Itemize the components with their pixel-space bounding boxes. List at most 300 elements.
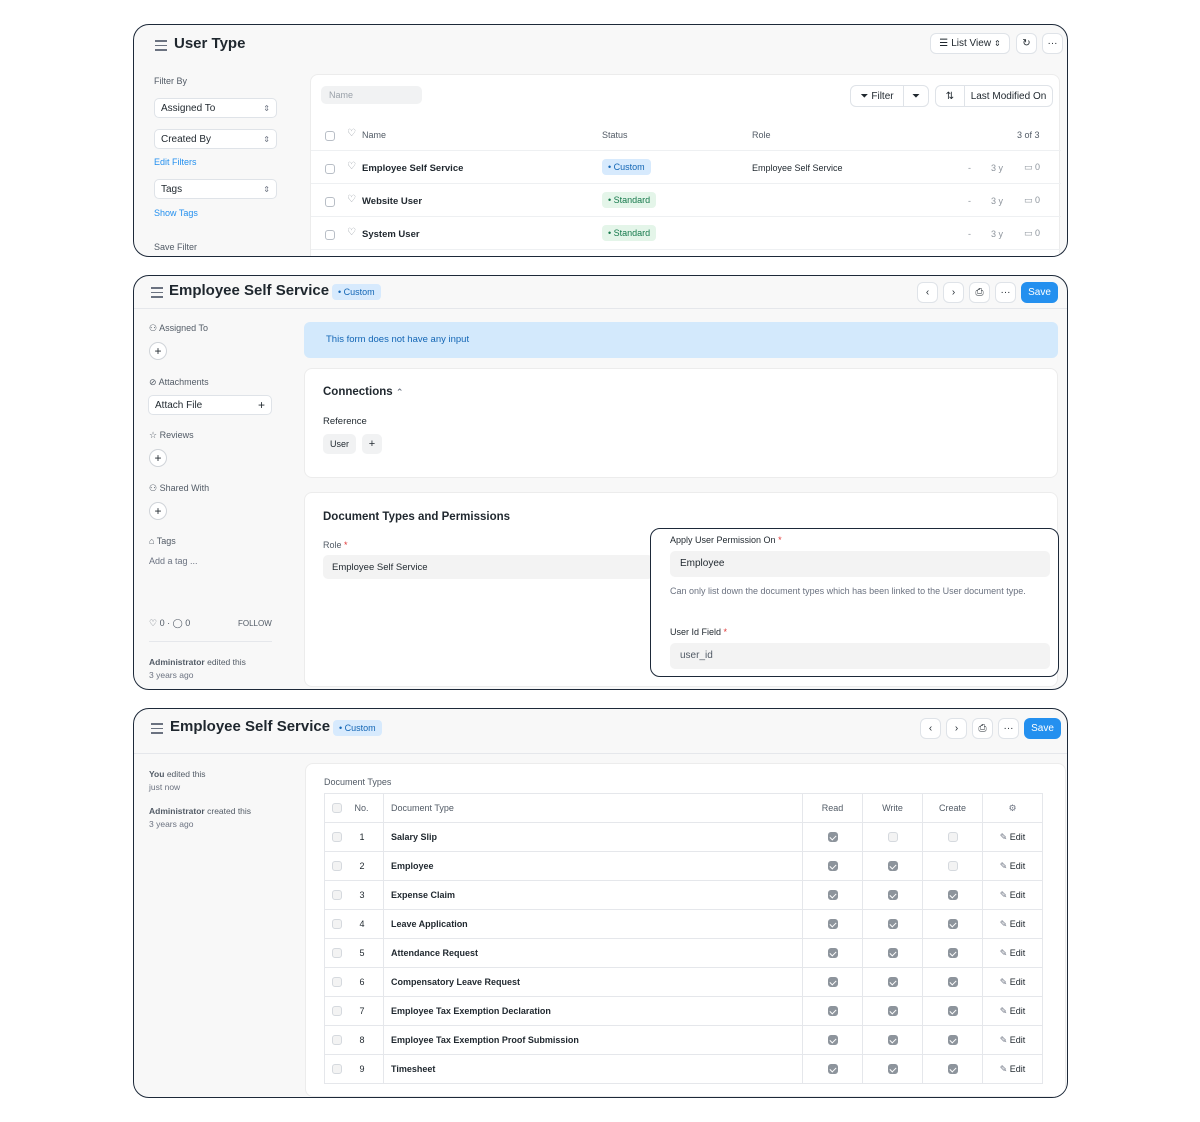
- comment-count: 0: [1035, 162, 1041, 172]
- row-select-cell: [325, 1026, 349, 1055]
- row-select-cell: [325, 823, 349, 852]
- comments-count: 0: [185, 618, 191, 628]
- write-checkbox[interactable]: [888, 1006, 898, 1016]
- comment-icon: ▭: [1024, 228, 1033, 238]
- table-body: [325, 823, 1043, 1084]
- document-types-card: [305, 763, 1066, 1097]
- select-all-cell: [325, 794, 349, 823]
- user-type-form-panel: [133, 275, 1068, 690]
- likes-count: 0: [159, 618, 165, 628]
- shared-with-text: Shared With: [159, 483, 210, 493]
- more-button[interactable]: [1042, 33, 1063, 54]
- row-create-cell: [923, 1026, 983, 1055]
- apply-permission-label-text: Apply User Permission On: [670, 535, 776, 545]
- status-badge: • Custom: [332, 284, 381, 300]
- row-number: 1: [349, 823, 384, 852]
- table-header-row: [325, 794, 1043, 823]
- save-filter-label[interactable]: Save Filter: [154, 242, 198, 252]
- create-checkbox[interactable]: [948, 919, 958, 929]
- timeline-entry: [149, 806, 251, 816]
- heart-icon[interactable]: ♡: [347, 227, 356, 238]
- edit-row-button[interactable]: Edit: [1009, 918, 1026, 929]
- row-edit-cell: [983, 968, 1043, 997]
- user-icon: ⚇: [149, 323, 158, 333]
- row-write-cell: [863, 997, 923, 1026]
- timeline-time: just now: [149, 782, 181, 792]
- row-checkbox[interactable]: [325, 230, 335, 240]
- required-mark: *: [344, 540, 348, 550]
- tags-label: Tags: [161, 183, 183, 195]
- row-dash: -: [968, 163, 971, 173]
- column-role: Role: [752, 130, 771, 140]
- clear-filter-button[interactable]: [903, 85, 929, 107]
- filter-clear-icon: ⏷: [912, 90, 920, 102]
- filter-by-label: Filter By: [154, 76, 188, 86]
- prev-record-button[interactable]: [917, 282, 938, 303]
- edited-text: edited this: [207, 657, 246, 667]
- assigned-to-text: Assigned To: [159, 323, 208, 333]
- sort-by-label: Last Modified On: [970, 90, 1047, 102]
- chevron-updown-icon: ⇕: [263, 134, 270, 144]
- refresh-button[interactable]: [1016, 33, 1037, 54]
- row-write-cell: [863, 823, 923, 852]
- info-banner: This form does not have any input: [304, 322, 1058, 358]
- required-mark: *: [778, 535, 782, 545]
- create-checkbox[interactable]: [948, 890, 958, 900]
- row-create-cell: [923, 823, 983, 852]
- create-checkbox[interactable]: [948, 1064, 958, 1074]
- row-number: 6: [349, 968, 384, 997]
- created-by-select[interactable]: [154, 129, 277, 149]
- status-label: Custom: [613, 162, 645, 172]
- row-checkbox[interactable]: [332, 948, 342, 958]
- write-checkbox[interactable]: [888, 948, 898, 958]
- attach-file-label: Attach File: [155, 399, 203, 411]
- pencil-icon: ✎: [999, 1063, 1010, 1074]
- row-write-cell: [863, 1055, 923, 1084]
- table-row[interactable]: [325, 997, 1043, 1026]
- row-dash: -: [968, 196, 971, 206]
- sidebar-toggle-icon[interactable]: [151, 287, 163, 301]
- row-number: 5: [349, 939, 384, 968]
- row-create-cell: [923, 939, 983, 968]
- row-write-cell: [863, 852, 923, 881]
- row-checkbox[interactable]: [325, 197, 335, 207]
- sort-order-button[interactable]: [935, 85, 965, 107]
- column-name: Name: [362, 130, 387, 140]
- write-checkbox[interactable]: [888, 919, 898, 929]
- status-label: Custom: [343, 287, 375, 297]
- row-checkbox[interactable]: [332, 919, 342, 929]
- row-document-type[interactable]: Employee Tax Exemption Declaration: [384, 997, 803, 1026]
- row-name[interactable]: Employee Self Service: [362, 163, 464, 174]
- status-badge: • Custom: [333, 720, 382, 736]
- read-checkbox[interactable]: [828, 890, 838, 900]
- more-button[interactable]: [995, 282, 1016, 303]
- row-edit-cell: [983, 997, 1043, 1026]
- row-create-cell: [923, 852, 983, 881]
- page-title: User Type: [174, 35, 246, 52]
- edit-row-button[interactable]: Edit: [1009, 889, 1026, 900]
- row-create-cell: [923, 968, 983, 997]
- row-select-cell: [325, 997, 349, 1026]
- attach-file-button[interactable]: [148, 395, 272, 415]
- more-button[interactable]: [998, 718, 1019, 739]
- row-number: 7: [349, 997, 384, 1026]
- user-id-field[interactable]: user_id: [670, 643, 1050, 669]
- add-share-button[interactable]: [149, 502, 167, 520]
- table-row[interactable]: [325, 881, 1043, 910]
- row-checkbox[interactable]: [332, 1035, 342, 1045]
- list-card: [310, 74, 1060, 257]
- column-no: No.: [349, 794, 384, 823]
- edit-row-button[interactable]: Edit: [1009, 1005, 1026, 1016]
- name-search-input[interactable]: Name: [321, 86, 422, 104]
- row-number: 8: [349, 1026, 384, 1055]
- pencil-icon: ✎: [999, 831, 1010, 842]
- status-badge: • Standard: [602, 225, 656, 241]
- divider: [311, 216, 1061, 217]
- divider: [149, 641, 272, 642]
- table-row[interactable]: [325, 910, 1043, 939]
- chevron-updown-icon: ⇕: [263, 103, 270, 113]
- record-count: 3 of 3: [1017, 130, 1040, 140]
- timeline-user[interactable]: Administrator: [149, 806, 205, 816]
- edit-row-button[interactable]: Edit: [1009, 831, 1026, 842]
- assigned-to-select[interactable]: [154, 98, 277, 118]
- row-edit-cell: [983, 852, 1043, 881]
- table-row[interactable]: [325, 1055, 1043, 1084]
- row-document-type[interactable]: Compensatory Leave Request: [384, 968, 803, 997]
- chevron-right-icon: ›: [954, 723, 959, 734]
- document-types-label: Document Types: [324, 777, 392, 787]
- header-divider: [134, 308, 1068, 309]
- pencil-icon: ✎: [999, 889, 1010, 900]
- read-checkbox[interactable]: [828, 948, 838, 958]
- plus-icon: +: [257, 398, 265, 412]
- tags-select[interactable]: [154, 179, 277, 199]
- tags-label: [149, 536, 176, 546]
- row-read-cell: [803, 939, 863, 968]
- connections-text: Connections: [323, 386, 393, 398]
- row-create-cell: [923, 1055, 983, 1084]
- comment-count: 0: [1035, 195, 1041, 205]
- read-checkbox[interactable]: [828, 977, 838, 987]
- filter-button[interactable]: [850, 85, 904, 107]
- sort-icon: ⇅: [945, 90, 955, 102]
- row-read-cell: [803, 997, 863, 1026]
- create-checkbox[interactable]: [948, 1006, 958, 1016]
- more-icon: ···: [1003, 723, 1014, 734]
- timeline-action: created this: [207, 806, 252, 816]
- edit-filters-link[interactable]: Edit Filters: [154, 157, 197, 167]
- create-checkbox[interactable]: [948, 832, 958, 842]
- row-edit-cell: [983, 939, 1043, 968]
- row-document-type[interactable]: Leave Application: [384, 910, 803, 939]
- timeline-entry: [149, 769, 206, 779]
- read-checkbox[interactable]: [828, 832, 838, 842]
- row-number: 4: [349, 910, 384, 939]
- save-button[interactable]: Save: [1021, 282, 1058, 303]
- row-edit-cell: [983, 823, 1043, 852]
- sidebar-toggle-icon[interactable]: [155, 40, 167, 54]
- highlighted-permission-fields: [650, 528, 1059, 677]
- filter-label: Filter: [871, 90, 894, 102]
- chevron-updown-icon: ⇕: [994, 39, 1001, 48]
- divider: [311, 183, 1061, 184]
- more-icon: ···: [1047, 38, 1058, 49]
- printer-icon: ⎙: [975, 287, 984, 298]
- plus-icon: +: [154, 451, 162, 465]
- row-select-cell: [325, 968, 349, 997]
- follow-button[interactable]: FOLLOW: [238, 619, 272, 628]
- row-comments: [1024, 195, 1040, 206]
- refresh-icon: ↻: [1022, 38, 1031, 49]
- heart-icon[interactable]: ♡: [149, 618, 158, 628]
- create-checkbox[interactable]: [948, 861, 958, 871]
- write-checkbox[interactable]: [888, 890, 898, 900]
- attachments-text: Attachments: [158, 377, 209, 387]
- row-checkbox[interactable]: [332, 1006, 342, 1016]
- pencil-icon: ✎: [999, 976, 1010, 987]
- edit-row-button[interactable]: Edit: [1009, 860, 1026, 871]
- page-title: Employee Self Service: [170, 718, 331, 735]
- edit-row-button[interactable]: Edit: [1009, 1063, 1026, 1074]
- assigned-to-label: [149, 323, 208, 334]
- read-checkbox[interactable]: [828, 919, 838, 929]
- status-label: Standard: [613, 195, 651, 205]
- next-record-button[interactable]: [943, 282, 964, 303]
- write-checkbox[interactable]: [888, 1035, 898, 1045]
- write-checkbox[interactable]: [888, 977, 898, 987]
- comment-count: 0: [1035, 228, 1041, 238]
- row-read-cell: [803, 1055, 863, 1084]
- row-number: 9: [349, 1055, 384, 1084]
- pencil-icon: ✎: [999, 947, 1010, 958]
- row-document-type[interactable]: Expense Claim: [384, 881, 803, 910]
- row-write-cell: [863, 968, 923, 997]
- user-id-label-text: User Id Field: [670, 627, 722, 637]
- row-age: 3 y: [991, 196, 1004, 206]
- pencil-icon: ✎: [999, 918, 1010, 929]
- table-row[interactable]: [325, 852, 1043, 881]
- connections-card: [304, 368, 1058, 478]
- row-edit-cell: [983, 910, 1043, 939]
- row-age: 3 y: [991, 229, 1004, 239]
- row-checkbox[interactable]: [332, 861, 342, 871]
- row-document-type[interactable]: Employee Tax Exemption Proof Submission: [384, 1026, 803, 1055]
- row-name[interactable]: System User: [362, 229, 420, 240]
- column-settings: [983, 794, 1043, 823]
- editor-name[interactable]: Administrator: [149, 657, 205, 667]
- row-create-cell: [923, 997, 983, 1026]
- row-document-type[interactable]: Timesheet: [384, 1055, 803, 1084]
- list-view-label: List View: [951, 38, 992, 49]
- add-review-button[interactable]: [149, 449, 167, 467]
- timeline-user[interactable]: You: [149, 769, 165, 779]
- column-read: Read: [803, 794, 863, 823]
- show-tags-link[interactable]: Show Tags: [154, 208, 198, 218]
- row-document-type[interactable]: Attendance Request: [384, 939, 803, 968]
- row-dash: -: [968, 229, 971, 239]
- row-number: 3: [349, 881, 384, 910]
- sort-by-button[interactable]: [964, 85, 1053, 107]
- reviews-label: [149, 430, 194, 441]
- sidebar-toggle-icon[interactable]: [151, 723, 163, 737]
- list-icon: ☰: [939, 38, 949, 49]
- write-checkbox[interactable]: [888, 861, 898, 871]
- row-read-cell: [803, 852, 863, 881]
- row-select-cell: [325, 881, 349, 910]
- chevron-right-icon: ›: [951, 287, 956, 298]
- edited-by: [149, 657, 246, 667]
- role-label-text: Role: [323, 540, 342, 550]
- read-checkbox[interactable]: [828, 1006, 838, 1016]
- connections-heading[interactable]: [323, 386, 403, 398]
- reference-user-chip[interactable]: User: [323, 434, 356, 454]
- required-mark: *: [723, 627, 728, 637]
- column-write: Write: [863, 794, 923, 823]
- page-title: Employee Self Service: [169, 282, 330, 299]
- row-comments: [1024, 228, 1040, 239]
- row-read-cell: [803, 881, 863, 910]
- edit-row-button[interactable]: Edit: [1009, 947, 1026, 958]
- doc-permissions-heading: Document Types and Permissions: [323, 511, 511, 523]
- table-row[interactable]: [325, 939, 1043, 968]
- plus-icon: +: [368, 438, 376, 450]
- printer-icon: ⎙: [978, 723, 987, 734]
- add-tag-link[interactable]: Add a tag ...: [149, 556, 198, 566]
- plus-icon: +: [154, 504, 162, 518]
- role-field[interactable]: Employee Self Service: [323, 555, 653, 579]
- comment-icon: ▭: [1024, 162, 1033, 172]
- filter-icon: ⏷: [860, 90, 869, 102]
- status-label: Custom: [344, 723, 376, 733]
- attachments-label: [149, 377, 209, 388]
- created-by-label: Created By: [161, 133, 212, 145]
- row-write-cell: [863, 939, 923, 968]
- document-types-table: [324, 793, 1043, 1084]
- gear-icon[interactable]: ⚙: [1008, 802, 1017, 813]
- tags-text: Tags: [156, 536, 176, 546]
- chevron-left-icon: ‹: [928, 723, 933, 734]
- create-checkbox[interactable]: [948, 1035, 958, 1045]
- next-record-button[interactable]: [946, 718, 967, 739]
- column-document-type: Document Type: [384, 794, 803, 823]
- comment-icon: ◯: [172, 618, 183, 628]
- edit-row-button[interactable]: Edit: [1009, 976, 1026, 987]
- select-all-checkbox[interactable]: [325, 131, 335, 141]
- list-view-button[interactable]: [930, 33, 1010, 54]
- create-checkbox[interactable]: [948, 948, 958, 958]
- likes-comments: [149, 618, 190, 629]
- row-read-cell: [803, 910, 863, 939]
- assigned-to-label: Assigned To: [161, 102, 216, 114]
- heart-icon[interactable]: ♡: [347, 194, 356, 205]
- prev-record-button[interactable]: [920, 718, 941, 739]
- star-icon: ☆: [149, 430, 158, 440]
- edited-when: 3 years ago: [149, 670, 194, 680]
- print-button[interactable]: [972, 718, 993, 739]
- row-select-cell: [325, 852, 349, 881]
- heart-icon[interactable]: ♡: [347, 128, 356, 139]
- apply-permission-label: [670, 535, 782, 545]
- row-checkbox[interactable]: [332, 1064, 342, 1074]
- row-edit-cell: [983, 1055, 1043, 1084]
- pencil-icon: ✎: [999, 860, 1010, 871]
- select-all-checkbox[interactable]: [332, 803, 342, 813]
- row-create-cell: [923, 910, 983, 939]
- row-edit-cell: [983, 1026, 1043, 1055]
- read-checkbox[interactable]: [828, 861, 838, 871]
- heart-icon[interactable]: ♡: [347, 161, 356, 172]
- add-assignee-button[interactable]: [149, 342, 167, 360]
- status-label: Standard: [613, 228, 651, 238]
- apply-permission-field[interactable]: Employee: [670, 551, 1050, 577]
- user-type-list-panel: [133, 24, 1068, 257]
- edit-row-button[interactable]: Edit: [1009, 1034, 1026, 1045]
- row-role: Employee Self Service: [752, 163, 843, 173]
- timeline-time: 3 years ago: [149, 819, 194, 829]
- row-select-cell: [325, 1055, 349, 1084]
- users-icon: ⚇: [149, 483, 158, 493]
- table-row[interactable]: [325, 968, 1043, 997]
- row-read-cell: [803, 1026, 863, 1055]
- user-id-label: [670, 627, 727, 637]
- write-checkbox[interactable]: [888, 1064, 898, 1074]
- row-write-cell: [863, 1026, 923, 1055]
- row-select-cell: [325, 939, 349, 968]
- create-checkbox[interactable]: [948, 977, 958, 987]
- row-age: 3 y: [991, 163, 1004, 173]
- row-name[interactable]: Website User: [362, 196, 423, 207]
- write-checkbox[interactable]: [888, 832, 898, 842]
- more-icon: ···: [1000, 287, 1011, 298]
- status-badge: • Custom: [602, 159, 651, 175]
- pencil-icon: ✎: [999, 1034, 1010, 1045]
- row-checkbox[interactable]: [325, 164, 335, 174]
- add-reference-button[interactable]: [362, 434, 382, 454]
- reference-label: Reference: [323, 416, 367, 427]
- row-write-cell: [863, 910, 923, 939]
- chevron-up-icon: ⌃: [395, 387, 404, 397]
- row-checkbox[interactable]: [332, 832, 342, 842]
- divider: [311, 150, 1061, 151]
- table-row[interactable]: [325, 823, 1043, 852]
- timeline-action: edited this: [166, 769, 206, 779]
- row-checkbox[interactable]: [332, 890, 342, 900]
- save-button[interactable]: Save: [1024, 718, 1061, 739]
- read-checkbox[interactable]: [828, 1035, 838, 1045]
- apply-permission-help: Can only list down the document types which has been linked to the User document type.: [670, 586, 1026, 596]
- chevron-left-icon: ‹: [925, 287, 930, 298]
- row-number: 2: [349, 852, 384, 881]
- column-create: Create: [923, 794, 983, 823]
- role-label: [323, 540, 348, 550]
- print-button[interactable]: [969, 282, 990, 303]
- row-comments: [1024, 162, 1040, 173]
- row-document-type[interactable]: Employee: [384, 852, 803, 881]
- header-divider: [134, 753, 1068, 754]
- table-row[interactable]: [325, 1026, 1043, 1055]
- row-document-type[interactable]: Salary Slip: [384, 823, 803, 852]
- read-checkbox[interactable]: [828, 1064, 838, 1074]
- document-types-panel: [133, 708, 1068, 1098]
- divider: [311, 249, 1061, 250]
- row-checkbox[interactable]: [332, 977, 342, 987]
- row-select-cell: [325, 910, 349, 939]
- reviews-text: Reviews: [159, 430, 194, 440]
